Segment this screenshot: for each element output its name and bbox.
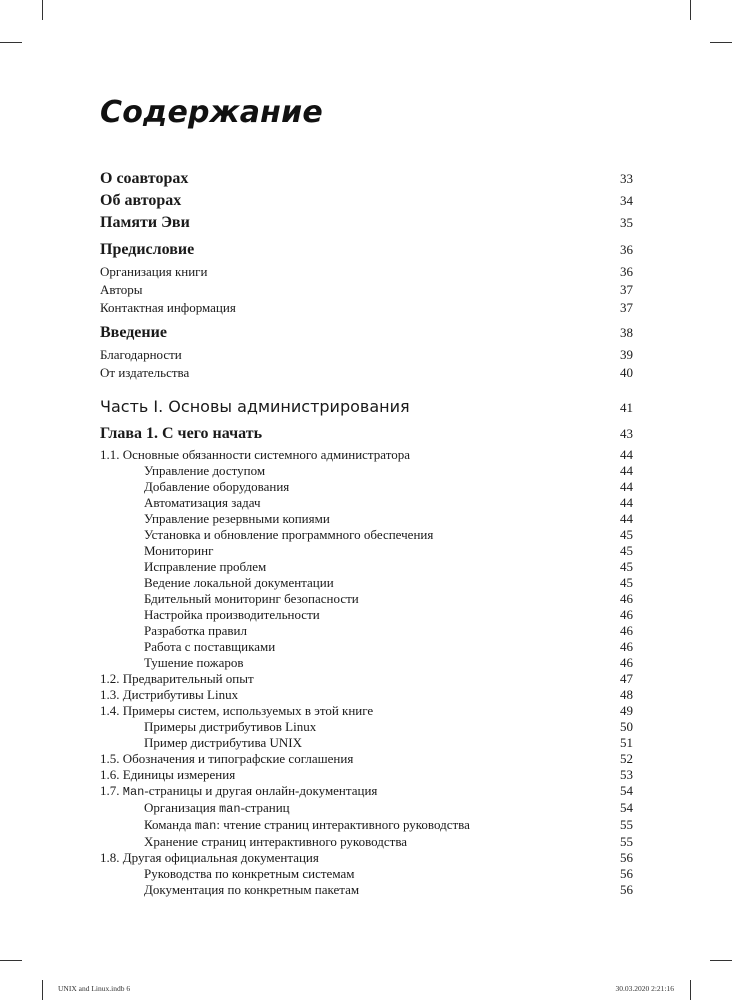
toc-section-entry[interactable] — [100, 687, 633, 703]
toc-label-prefix: Организация — [144, 800, 219, 815]
toc-entry-label: Авторы — [100, 282, 143, 297]
toc-label-rest: -страницы и другая онлайн-документация — [144, 783, 378, 798]
toc-entry-page: 47 — [620, 671, 633, 686]
toc-entry-label: Бдительный мониторинг безопасности — [144, 591, 359, 606]
toc-entry-label: О соавторах — [100, 170, 189, 187]
table-of-contents — [100, 168, 633, 898]
toc-entry-page: 44 — [620, 495, 633, 510]
toc-entry-page: 46 — [620, 623, 633, 638]
toc-entry-label: 1.5. Обозначения и типографские соглашения — [100, 751, 354, 766]
toc-subsection-entry[interactable] — [100, 834, 633, 850]
toc-entry-page: 39 — [620, 347, 633, 362]
page-title: Содержание — [100, 95, 323, 130]
toc-entry-page: 50 — [620, 719, 633, 734]
toc-subsection-entry[interactable] — [100, 559, 633, 575]
toc-entry-page: 45 — [620, 575, 633, 590]
toc-entry-label: Памяти Эви — [100, 214, 190, 231]
toc-entry-page: 56 — [620, 882, 633, 897]
toc-entry-label: Хранение страниц интерактивного руководства — [144, 834, 408, 849]
toc-subsection-entry[interactable] — [100, 511, 633, 527]
toc-entry-label: Об авторах — [100, 192, 182, 209]
toc-entry-label: 1.6. Единицы измерения — [100, 767, 236, 782]
toc-entry-page: 36 — [620, 242, 633, 257]
toc-entry-page: 46 — [620, 639, 633, 654]
toc-subsection-entry[interactable] — [100, 575, 633, 591]
toc-entry-page: 53 — [620, 767, 633, 782]
toc-entry-page: 44 — [620, 463, 633, 478]
toc-entry-label: 1.1. Основные обязанности системного администратора — [100, 447, 410, 462]
toc-subsection-entry[interactable] — [100, 479, 633, 495]
toc-subsection-entry[interactable] — [100, 543, 633, 559]
toc-label-rest: -страниц — [240, 800, 290, 815]
toc-label-prefix: 1.7. — [100, 783, 123, 798]
toc-part-entry[interactable] — [100, 396, 633, 419]
toc-entry-label: Контактная информация — [100, 300, 236, 315]
toc-subentry[interactable] — [100, 281, 633, 299]
toc-entry-label: Ведение локальной документации — [144, 575, 334, 590]
toc-entry-coauthors[interactable] — [100, 168, 633, 190]
toc-entry-page: 44 — [620, 511, 633, 526]
toc-entry-label: Разработка правил — [144, 623, 247, 638]
toc-entry-page: 46 — [620, 607, 633, 622]
toc-subentry[interactable] — [100, 346, 633, 364]
toc-entry-label: Установка и обновление программного обеспечения — [144, 527, 434, 542]
toc-subsection-entry[interactable] — [100, 591, 633, 607]
toc-subsection-entry[interactable] — [100, 735, 633, 751]
toc-entry-label: Руководства по конкретным системам — [144, 866, 355, 881]
crop-mark — [710, 42, 732, 43]
toc-entry-page: 41 — [620, 400, 633, 415]
toc-entry-page: 45 — [620, 543, 633, 558]
toc-subsection-entry[interactable] — [100, 607, 633, 623]
toc-entry-page: 46 — [620, 591, 633, 606]
toc-entry-preface[interactable] — [100, 239, 633, 261]
toc-subsection-entry[interactable] — [100, 495, 633, 511]
crop-mark — [42, 0, 43, 20]
toc-label-prefix: Команда — [144, 817, 195, 832]
toc-entry-page: 52 — [620, 751, 633, 766]
toc-subsection-entry[interactable] — [100, 719, 633, 735]
toc-entry-page: 51 — [620, 735, 633, 750]
toc-subentry[interactable] — [100, 364, 633, 382]
toc-entry-label: От издательства — [100, 365, 190, 380]
toc-entry-label: 1.8. Другая официальная документация — [100, 850, 319, 865]
toc-chapter-entry[interactable] — [100, 423, 633, 445]
toc-section-entry[interactable] — [100, 447, 633, 463]
toc-entry-page: 45 — [620, 559, 633, 574]
toc-subsection-entry[interactable] — [100, 527, 633, 543]
toc-section-entry[interactable] — [100, 783, 633, 800]
toc-entry-page: 35 — [620, 215, 633, 230]
toc-entry-label: Документация по конкретным пакетам — [144, 882, 360, 897]
toc-subsection-entry[interactable] — [100, 817, 633, 834]
toc-subsection-entry[interactable] — [100, 866, 633, 882]
toc-subentry[interactable] — [100, 263, 633, 281]
toc-entry-page: 49 — [620, 703, 633, 718]
toc-entry-page: 37 — [620, 282, 633, 297]
toc-label-rest: : чтение страниц интерактивного руководства — [216, 817, 470, 832]
toc-entry-label — [144, 800, 290, 817]
toc-entry-label: Организация книги — [100, 264, 208, 279]
toc-entry-label: Тушение пожаров — [144, 655, 244, 670]
toc-subsection-entry[interactable] — [100, 623, 633, 639]
toc-label-code: man — [194, 819, 217, 833]
toc-entry-authors[interactable] — [100, 190, 633, 212]
toc-entry-page: 38 — [620, 325, 633, 340]
toc-entry-label: Примеры дистрибутивов Linux — [144, 719, 317, 734]
toc-entry-page: 48 — [620, 687, 633, 702]
toc-section-entry[interactable] — [100, 671, 633, 687]
toc-section-entry[interactable] — [100, 850, 633, 866]
toc-entry-page: 55 — [620, 834, 633, 849]
toc-entry-intro[interactable] — [100, 322, 633, 344]
toc-entry-label: Пример дистрибутива UNIX — [144, 735, 302, 750]
print-slug-file: UNIX and Linux.indb 6 — [58, 984, 131, 993]
print-slug-timestamp: 30.03.2020 2:21:16 — [615, 984, 674, 993]
toc-label-code: man — [218, 802, 241, 816]
toc-entry-page: 54 — [620, 800, 633, 815]
toc-entry-page: 44 — [620, 479, 633, 494]
toc-entry-page: 37 — [620, 300, 633, 315]
toc-entry-label: Мониторинг — [144, 543, 214, 558]
toc-entry-label — [144, 817, 470, 834]
toc-entry-label: Управление доступом — [144, 463, 266, 478]
toc-entry-label: Предисловие — [100, 241, 195, 258]
crop-mark — [0, 960, 22, 961]
toc-entry-page: 44 — [620, 447, 633, 462]
toc-entry-page: 56 — [620, 866, 633, 881]
toc-entry-label: Введение — [100, 324, 167, 341]
toc-entry-label: Глава 1. С чего начать — [100, 425, 263, 442]
toc-section-entry[interactable] — [100, 767, 633, 783]
toc-subsection-entry[interactable] — [100, 800, 633, 817]
crop-mark — [690, 0, 691, 20]
toc-entry-page: 56 — [620, 850, 633, 865]
toc-entry-page: 43 — [620, 426, 633, 441]
toc-subsection-entry[interactable] — [100, 655, 633, 671]
toc-entry-label: Добавление оборудования — [144, 479, 290, 494]
crop-mark — [690, 980, 691, 1000]
toc-entry-label — [100, 783, 377, 800]
toc-entry-page: 55 — [620, 817, 633, 832]
toc-entry-label: Благодарности — [100, 347, 182, 362]
crop-mark — [0, 42, 22, 43]
toc-entry-label: Исправление проблем — [144, 559, 267, 574]
toc-entry-label: Настройка производительности — [144, 607, 320, 622]
crop-mark — [710, 960, 732, 961]
toc-section-entry[interactable] — [100, 703, 633, 719]
toc-entry-page: 36 — [620, 264, 633, 279]
toc-entry-page: 34 — [620, 193, 633, 208]
toc-entry-page: 54 — [620, 783, 633, 798]
crop-mark — [42, 980, 43, 1000]
toc-entry-label: 1.4. Примеры систем, используемых в этой книге — [100, 703, 374, 718]
toc-entry-page: 45 — [620, 527, 633, 542]
toc-entry-label: Часть I. Основы администрирования — [100, 397, 410, 416]
toc-section-entry[interactable] — [100, 751, 633, 767]
toc-subentry[interactable] — [100, 299, 633, 317]
toc-entry-label: 1.2. Предварительный опыт — [100, 671, 254, 686]
toc-entry-label: Автоматизация задач — [144, 495, 261, 510]
toc-entry-page: 33 — [620, 171, 633, 186]
toc-subsection-entry[interactable] — [100, 882, 633, 898]
toc-subsection-entry[interactable] — [100, 463, 633, 479]
toc-subsection-entry[interactable] — [100, 639, 633, 655]
toc-entry-memory[interactable] — [100, 212, 633, 234]
toc-entry-label: Работа с поставщиками — [144, 639, 276, 654]
toc-entry-label: Управление резервными копиями — [144, 511, 330, 526]
toc-entry-page: 46 — [620, 655, 633, 670]
toc-entry-page: 40 — [620, 365, 633, 380]
toc-entry-label: 1.3. Дистрибутивы Linux — [100, 687, 239, 702]
toc-label-code: Man — [122, 785, 145, 799]
